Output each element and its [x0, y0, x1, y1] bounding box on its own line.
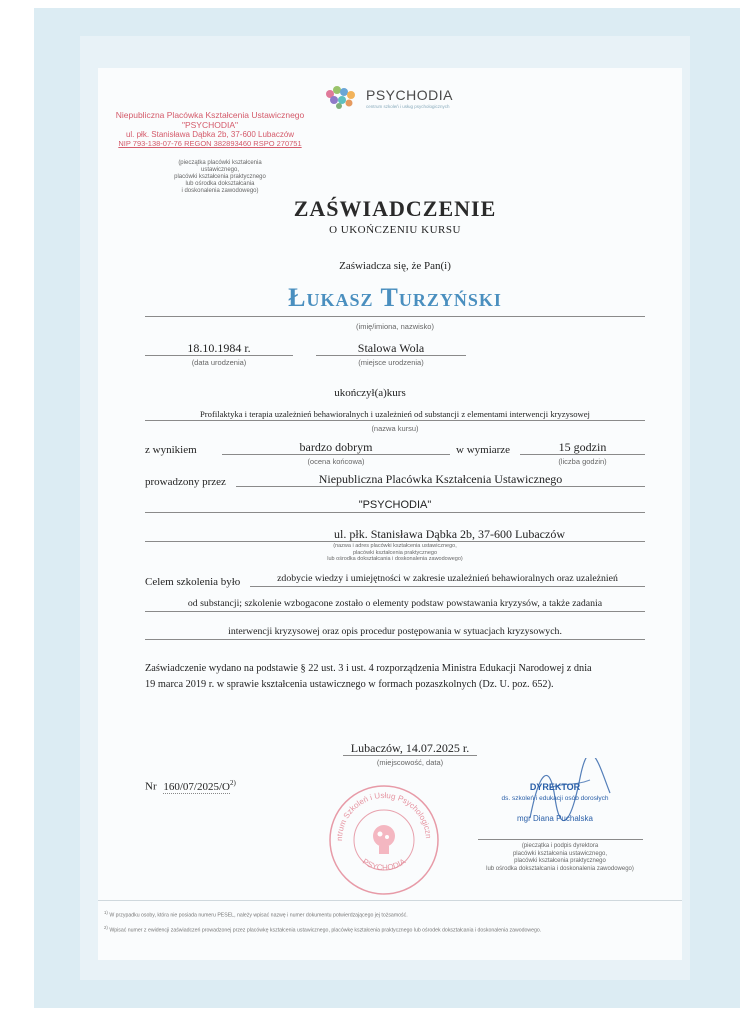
logo-name: PSYCHODIA: [366, 87, 453, 103]
footnotes: [104, 909, 544, 934]
stamp-line-4: NIP 793-138-07-76 REGON 382893460 RSPO 270751: [118, 139, 302, 148]
birth-place-hint: (miejsce urodzenia): [358, 358, 424, 367]
result-hint: (ocena końcowa): [307, 457, 365, 466]
provider-label: prowadzony przez: [145, 476, 226, 488]
hours-label: w wymiarze: [456, 444, 511, 456]
result-label: z wynikiem: [145, 444, 197, 456]
provider-address: ul. płk. Stanisława Dąbka 2b, 37-600 Lubaczów: [145, 527, 645, 542]
certificate-number: Nr $160/07/2025/O^{2)}$: [145, 779, 236, 793]
birth-date: 18.10.1984 r.: [145, 341, 293, 356]
issue-place-date: Lubaczów, 14.07.2025 r.: [343, 741, 477, 756]
name-hint: (imię/imiona, nazwisko): [356, 322, 434, 331]
provider-hint: (nazwa i adres placówki kształcenia ustawicznego, placówki kształcenia praktycznego lub ośrodka dokształcania i doskonalenia zawodowego): [327, 543, 463, 562]
director-title: DYREKTOR: [529, 782, 581, 792]
course-hint: (nazwa kursu): [371, 424, 419, 433]
bulb-icon: [373, 825, 395, 854]
birth-place: Stalowa Wola: [316, 341, 466, 356]
director-signature-line: [478, 839, 643, 840]
brain-logo-icon: [322, 84, 364, 112]
footnote-1: $^{1)}$ W przypadku osoby, która nie posiada numeru PESEL, należy wpisać nazwę i numer dokumentu potwierdzającego jej tożsamość.: [104, 910, 408, 919]
result-value: bardzo dobrym: [222, 440, 450, 455]
institution-stamp: [110, 110, 310, 148]
legal-basis: Zaświadczenie wydano na podstawie § 22 ust. 3 i ust. 4 rozporządzenia Ministra Edukacji Narodowej z dnia 19 marca 2019 r. w sprawie kształcenia ustawicznego w formach pozaszkolnych (Dz. U. poz. 652).: [145, 663, 592, 690]
round-stamp: [328, 784, 440, 896]
stamp-line-2: "PSYCHODIA": [181, 120, 239, 130]
goal-line-1: zdobycie wiedzy i umiejętności w zakresie uzależnień behawioralnych oraz uzależnień: [250, 572, 645, 587]
goal-label: Celem szkolenia było: [145, 576, 241, 588]
issue-hint: (miejscowość, data): [376, 758, 444, 767]
intro-text: Zaświadcza się, że Pan(i): [339, 260, 451, 272]
hours-value: 15 godzin: [520, 440, 645, 455]
stamp-line-3: ul. płk. Stanisława Dąbka 2b, 37-600 Lubaczów: [125, 130, 295, 139]
footnote-divider: [98, 900, 682, 901]
provider-line-2: "PSYCHODIA": [145, 498, 645, 513]
round-stamp-outer-text: ntrum Szkoleń i Usług Psychologiczn: [334, 790, 434, 842]
name-line: [145, 316, 645, 317]
provider-line-1: Niepubliczna Placówka Kształcenia Ustawicznego: [236, 472, 645, 487]
hours-hint: (liczba godzin): [558, 457, 607, 466]
page-title: ZAŚWIADCZENIE: [293, 196, 497, 221]
logo-tagline: centrum szkoleń i usług psychologicznych: [366, 104, 450, 109]
director-caption: (pieczątka i podpis dyrektora placówki kształcenia ustawicznego, placówki kształcenia praktycznego lub ośrodka dokształcania i doskonalenia zawodowego): [486, 843, 634, 872]
goal-line-3: interwencji kryzysowej oraz opis procedur postępowania w sytuacjach kryzysowych.: [145, 625, 645, 640]
person-name: Łukasz Turzyński: [288, 283, 502, 312]
director-name: mgr Diana Puchalska: [516, 814, 594, 823]
round-stamp-bottom-text: PSYCHODIA: [360, 856, 408, 873]
footnote-2: $^{2)}$ Wpisać numer z ewidencji zaświadczeń prowadzonej przez placówkę kształcenia ustawicznego, placówkę kształcenia praktycznego lub ośrodek dokształcania i doskonalenia zawodowego.: [104, 924, 542, 934]
completed-label: ukończył(a)kurs: [334, 387, 406, 399]
director-role: ds. szkoleń i edukacji osób dorosłych: [501, 795, 609, 802]
signature: [520, 758, 620, 828]
stamp-caption: (pieczątka placówki kształcenia ustawicznego, placówki kształcenia praktycznego lub ośrodka dokształcania i doskonalenia zawodowego): [174, 160, 266, 194]
page-subtitle: O UKOŃCZENIU KURSU: [329, 224, 461, 236]
goal-line-2: od substancji; szkolenie wzbogacone zostało o elementy podstaw powstawania kryzysów, a także zadania: [145, 597, 645, 612]
course-name: Profilaktyka i terapia uzależnień behawioralnych i uzależnień od substancji z elementami interwencji kryzysowej: [145, 408, 645, 421]
birth-date-hint: (data urodzenia): [191, 358, 247, 367]
stamp-line-1: Niepubliczna Placówka Kształcenia Ustawicznego: [115, 110, 305, 120]
